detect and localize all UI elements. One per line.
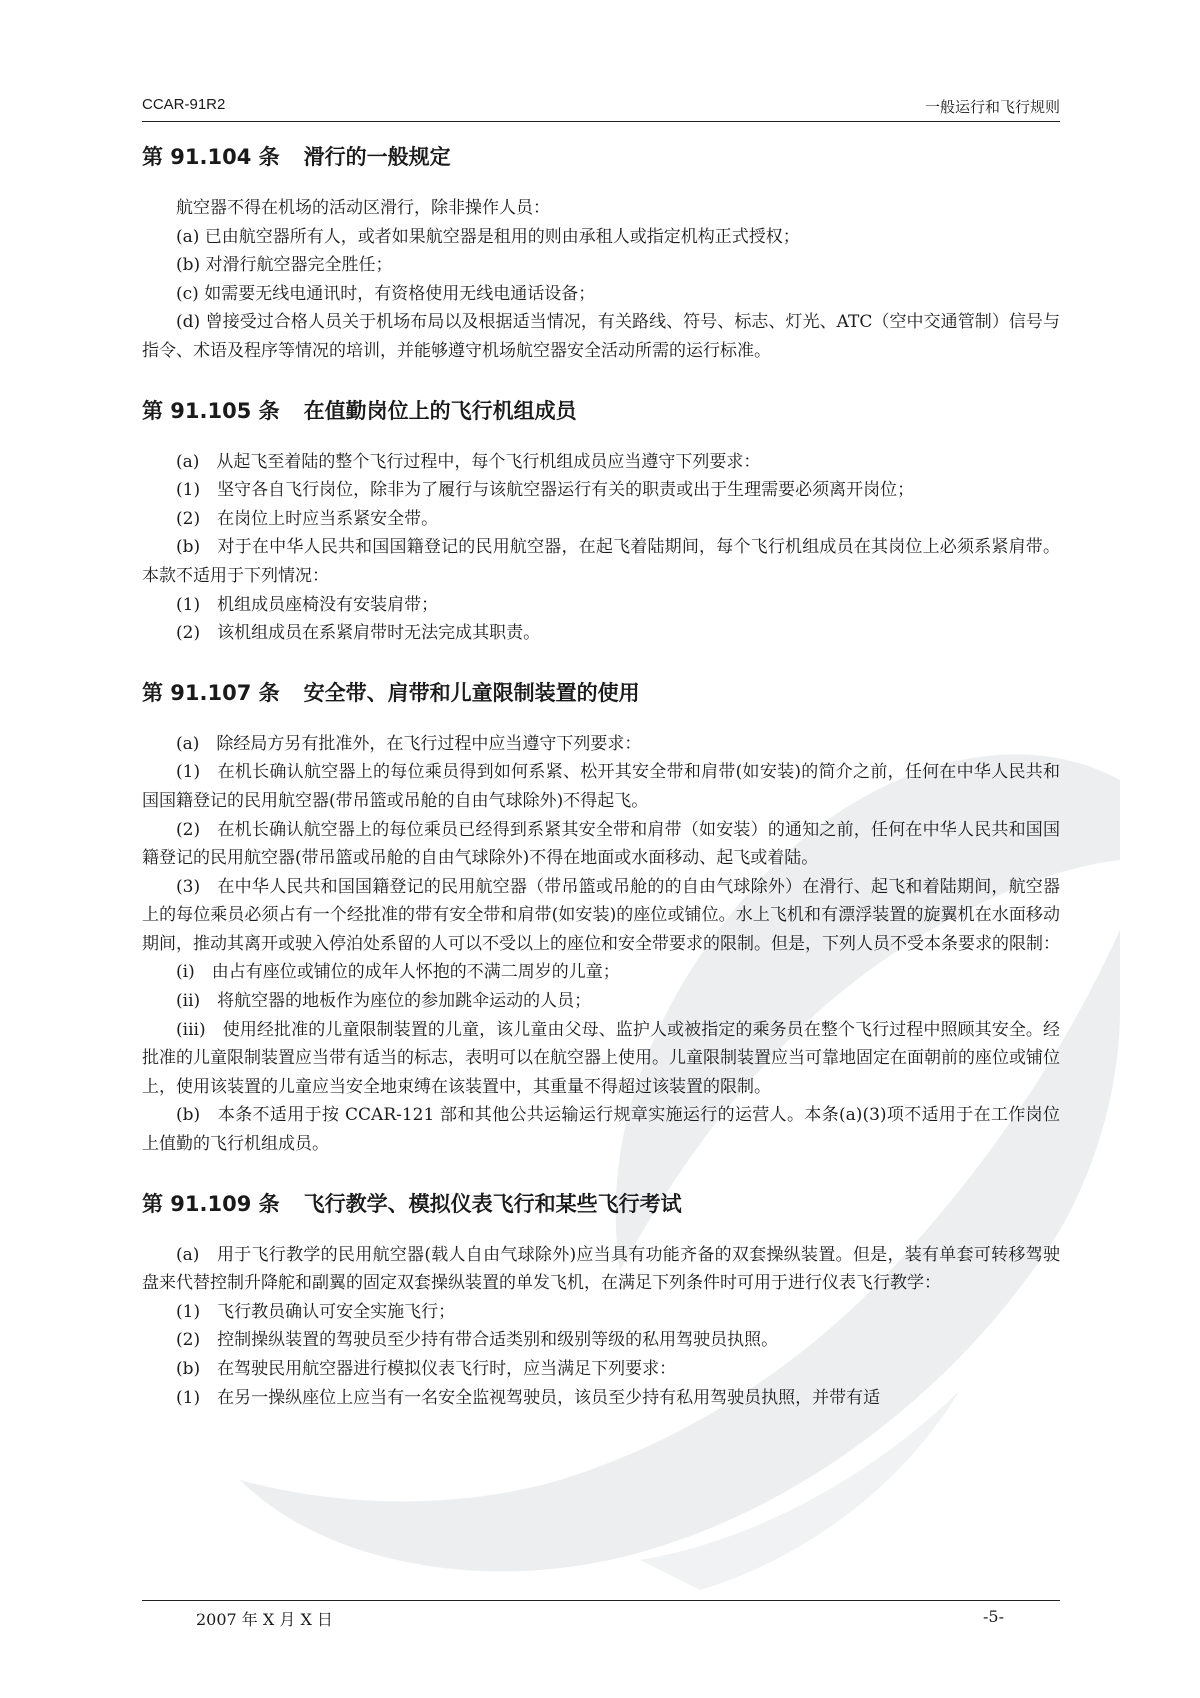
paragraph: (i) 由占有座位或铺位的成年人怀抱的不满二周岁的儿童；: [176, 962, 620, 983]
section-title: 在值勤岗位上的飞行机组成员: [303, 398, 577, 423]
paragraph: (1) 在机长确认航空器上的每位乘员得到如何系紧、松开其安全带和肩带(如安装)的简介之前，任何在中华人民共和国国籍登记的民用航空器(带吊篮或吊舱的自由气球除外)不得起飞。: [142, 762, 1060, 811]
document-body: [142, 136, 1060, 1412]
paragraph: (b) 对于在中华人民共和国国籍登记的民用航空器，在起飞着陆期间，每个飞行机组成员在其岗位上必须系紧肩带。本款不适用于下列情况：: [142, 537, 1060, 586]
paragraph: (1) 坚守各自飞行岗位，除非为了履行与该航空器运行有关的职责或出于生理需要必须离开岗位；: [176, 480, 915, 501]
section-heading: [142, 1189, 1060, 1219]
paragraph: (2) 该机组成员在系紧肩带时无法完成其职责。: [176, 623, 541, 644]
section-number: 第 91.105 条: [142, 398, 280, 423]
paragraph: (a) 从起飞至着陆的整个飞行过程中，每个飞行机组成员应当遵守下列要求：: [176, 451, 761, 472]
header-rule: [142, 121, 1060, 122]
paragraph: (b) 本条不适用于按 CCAR-121 部和其他公共运输运行规章实施运行的运营人。本条(a)(3)项不适用于在工作岗位上值勤的飞行机组成员。: [142, 1105, 1060, 1155]
section-number: 第 91.107 条: [142, 680, 280, 705]
paragraph: (c) 如需要无线电通讯时，有资格使用无线电通话设备；: [176, 283, 596, 304]
paragraph: (d) 曾接受过合格人员关于机场布局以及根据适当情况，有关路线、符号、标志、灯光、ATC（空中交通管制）信号与指令、术语及程序等情况的培训，并能够遵守机场航空器安全活动所需的运行标准。: [142, 312, 1060, 361]
paragraph: 航空器不得在机场的活动区滑行，除非操作人员：: [176, 198, 550, 218]
paragraph: (a) 用于飞行教学的民用航空器(载人自由气球除外)应当具有功能齐备的双套操纵装置。但是，装有单套可转移驾驶盘来代替控制升降舵和副翼的固定双套操纵装置的单发飞机，在满足下列条件时可用于进行仪表飞行教学：: [142, 1244, 1060, 1294]
footer-date: 2007 年 X 月 X 日: [196, 1610, 333, 1629]
section-title: 滑行的一般规定: [303, 145, 451, 169]
header-regulation-title: 一般运行和飞行规则: [924, 98, 1060, 116]
section-number: 第 91.104 条: [142, 145, 280, 169]
footer-rule: [142, 1600, 1060, 1601]
paragraph: (2) 在机长确认航空器上的每位乘员已经得到系紧其安全带和肩带（如安装）的通知之前，任何在中华人民共和国国籍登记的民用航空器(带吊篮或吊舱的自由气球除外)不得在地面或水面移动、起飞或着陆。: [142, 819, 1060, 869]
paragraph: (a) 除经局方另有批准外，在飞行过程中应当遵守下列要求：: [176, 733, 642, 754]
paragraph: (2) 控制操纵装置的驾驶员至少持有带合适类别和级别等级的私用驾驶员执照。: [176, 1330, 779, 1351]
paragraph: (1) 在另一操纵座位上应当有一名安全监视驾驶员，该员至少持有私用驾驶员执照，并带有适: [176, 1387, 881, 1408]
paragraph: (3) 在中华人民共和国国籍登记的民用航空器（带吊篮或吊舱的的自由气球除外）在滑行、起飞和着陆期间，航空器上的每位乘员必须占有一个经批准的带有安全带和肩带(如安装)的座位或铺位。水上飞机和有漂浮装置的旋翼机在水面移动期间，推动其离开或驶入停泊处系留的人可以不受以上的座位和安全带要求的限制。但是，下列人员不受本条要求的限制：: [142, 876, 1060, 954]
paragraph: (a) 已由航空器所有人，或者如果航空器是租用的则由承租人或指定机构正式授权；: [176, 226, 800, 247]
paragraph: (1) 飞行教员确认可安全实施飞行；: [176, 1301, 456, 1322]
paragraph: (ii) 将航空器的地板作为座位的参加跳伞运动的人员；: [176, 991, 592, 1012]
header-regulation-code: CCAR-91R2: [142, 96, 226, 113]
paragraph: (1) 机组成员座椅没有安装肩带；: [176, 594, 439, 615]
paragraph: (2) 在岗位上时应当系紧安全带。: [176, 508, 439, 529]
page-number: -5-: [983, 1607, 1004, 1626]
section-heading: [142, 396, 1060, 426]
page-header: [142, 96, 1060, 120]
paragraph: (iii) 使用经批准的儿童限制装置的儿童，该儿童由父母、监护人或被指定的乘务员在整个飞行过程中照顾其安全。经批准的儿童限制装置应当带有适当的标志，表明可以在航空器上使用。儿童限制装置应当可靠地固定在面朝前的座位或铺位上，使用该装置的儿童应当安全地束缚在该装置中，其重量不得超过该装置的限制。: [142, 1019, 1060, 1097]
paragraph: (b) 对滑行航空器完全胜任；: [176, 255, 393, 276]
section-number: 第 91.109 条: [142, 1191, 280, 1216]
section-title: 安全带、肩带和儿童限制装置的使用: [303, 680, 640, 705]
paragraph: (b) 在驾驶民用航空器进行模拟仪表飞行时，应当满足下列要求：: [176, 1359, 677, 1379]
section-heading: [142, 678, 1060, 708]
section-title: 飞行教学、模拟仪表飞行和某些飞行考试: [303, 1191, 682, 1216]
section-heading: [142, 142, 1060, 172]
